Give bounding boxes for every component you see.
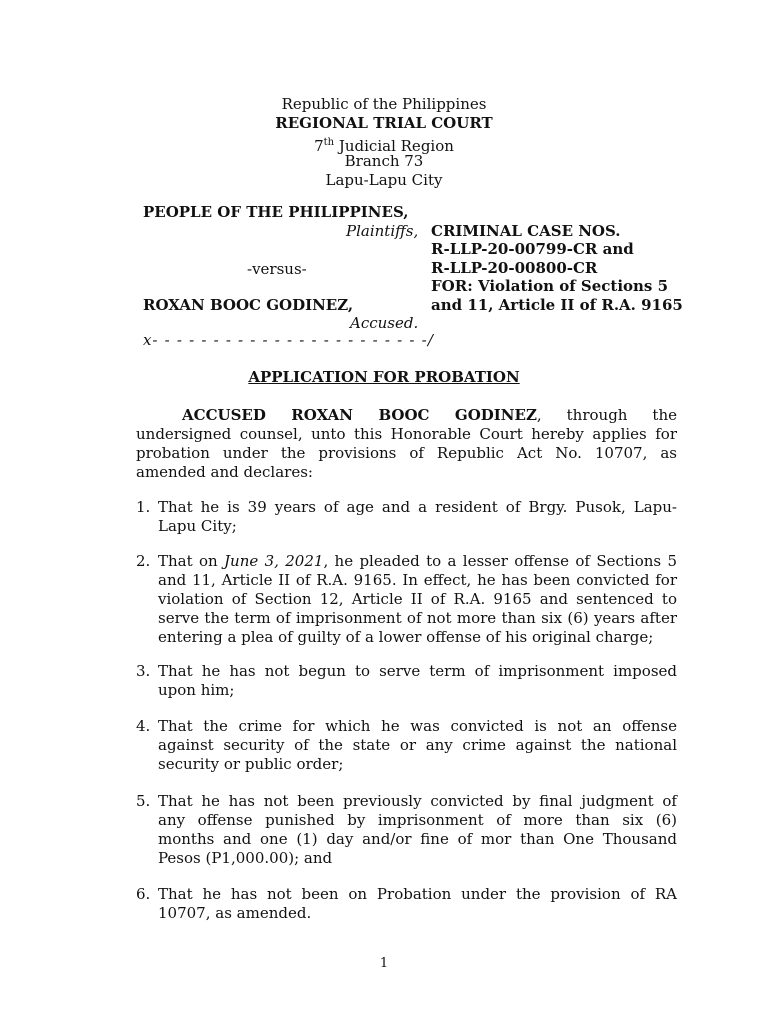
case-for-text-2: and 11, Article II of R.A. 9165 xyxy=(431,296,683,314)
header-region-rest: Judicial Region xyxy=(334,137,454,155)
intro-line-1-rest: , through the xyxy=(536,406,678,424)
list-item xyxy=(136,792,677,868)
case-for-label: FOR xyxy=(431,277,468,295)
list-item-text-post: , he pleaded to a lesser offense of Sections 5 xyxy=(323,552,677,570)
intro-line-2: undersigned counsel, unto this Honorable Court hereby applies for xyxy=(136,425,677,443)
case-number-1: R-LLP-20-00799-CR and xyxy=(431,240,634,258)
caption-accused-role: Accused. xyxy=(350,314,419,332)
list-item xyxy=(136,498,677,536)
intro-line-4: amended and declares: xyxy=(136,463,313,481)
header-court: REGIONAL TRIAL COURT xyxy=(275,114,493,132)
list-item-number: 2. xyxy=(136,552,151,570)
caption-separator: x- - - - - - - - - - - - - - - - - - - - - - -/ xyxy=(143,331,435,349)
header-city: Lapu-Lapu City xyxy=(325,171,443,189)
list-item-line: That the crime for which he was convicted is not an offense xyxy=(158,717,677,735)
intro-paragraph xyxy=(136,406,677,482)
header-region-num: 7 xyxy=(314,137,324,155)
list-item-line: That he has not begun to serve term of imprisonment imposed xyxy=(158,662,677,680)
document-title: APPLICATION FOR PROBATION xyxy=(248,368,520,386)
list-item-line: and 11, Article II of R.A. 9165. In effect, he has been convicted for xyxy=(158,571,677,589)
case-for-text: : Violation of Sections 5 xyxy=(467,277,669,295)
case-for xyxy=(431,277,669,296)
list-item-line: 10707, as amended. xyxy=(158,904,312,922)
list-item xyxy=(136,717,677,774)
list-item xyxy=(136,662,677,700)
intro-line-1 xyxy=(136,406,677,425)
list-item-line: violation of Section 12, Article II of R.A. 9165 and sentenced to xyxy=(158,590,677,608)
intro-line-3: probation under the provisions of Republic Act No. 10707, as xyxy=(136,444,677,462)
list-item-number: 3. xyxy=(136,662,151,680)
list-item xyxy=(136,885,677,923)
list-item-number: 6. xyxy=(136,885,151,903)
list-item-line: against security of the state or any crime against the national xyxy=(158,736,677,754)
list-item-line: Pesos (P1,000.00); and xyxy=(158,849,333,867)
caption-plaintiff: PEOPLE OF THE PHILIPPINES, xyxy=(143,203,409,221)
list-item-line xyxy=(158,552,677,571)
list-item-line: serve the term of imprisonment of not more than six (6) years after xyxy=(158,609,677,627)
list-item-line: That he has not been previously convicted by final judgment of xyxy=(158,792,677,810)
list-item xyxy=(136,552,677,647)
list-item-line: That he is 39 years of age and a resident of Brgy. Pusok, Lapu- xyxy=(158,498,677,516)
caption-versus: -versus- xyxy=(247,260,307,278)
list-item-number: 4. xyxy=(136,717,151,735)
list-item-line: upon him; xyxy=(158,681,235,699)
list-item-number: 5. xyxy=(136,792,151,810)
list-item-text-pre: That on xyxy=(158,552,225,570)
list-item-line: months and one (1) day and/or fine of mor than One Thousand xyxy=(158,830,677,848)
header-republic: Republic of the Philippines xyxy=(281,95,487,113)
case-label: CRIMINAL CASE NOS. xyxy=(431,222,621,240)
list-item-line: That he has not been on Probation under the provision of RA xyxy=(158,885,677,903)
caption-plaintiff-role: Plaintiffs, xyxy=(346,222,419,240)
case-number-2: R-LLP-20-00800-CR xyxy=(431,259,598,277)
header-branch: Branch 73 xyxy=(344,152,424,170)
list-item-line: any offense punished by imprisonment of more than six (6) xyxy=(158,811,677,829)
list-item-line: entering a plea of guilty of a lower offense of his original charge; xyxy=(158,628,654,646)
page-number: 1 xyxy=(379,956,389,971)
plea-date: June 3, 2021 xyxy=(224,552,324,570)
list-item-line: security or public order; xyxy=(158,755,344,773)
caption-accused: ROXAN BOOC GODINEZ, xyxy=(143,296,354,314)
header-region-sup: th xyxy=(323,137,335,148)
list-item-number: 1. xyxy=(136,498,151,516)
list-item-line: Lapu City; xyxy=(158,517,237,535)
intro-lead: ACCUSED ROXAN BOOC GODINEZ xyxy=(182,406,537,424)
